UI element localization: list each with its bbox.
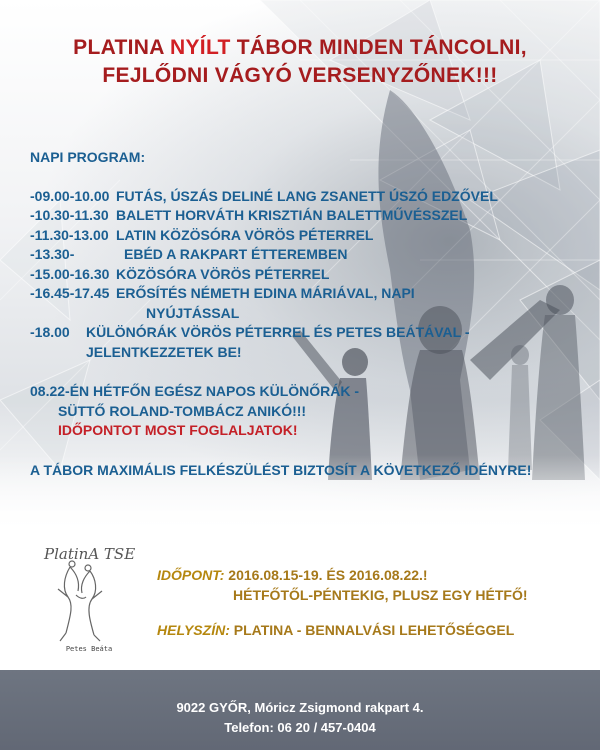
- info-section: [0, 535, 600, 670]
- event-info: [157, 565, 587, 640]
- program-heading: NAPI PROGRAM:: [30, 149, 146, 165]
- location-line: [157, 620, 587, 640]
- schedule-time: -16.45-17.45: [30, 285, 110, 301]
- dancer-couple-icon: [40, 537, 136, 647]
- schedule-activity: ERŐSÍTÉS NÉMETH EDINA MÁRIÁVAL, NAPI: [116, 285, 415, 301]
- schedule-activity: BALETT HORVÁTH KRISZTIÁN BALETTMŰVÉSSZEL: [116, 207, 468, 223]
- schedule-row: [30, 284, 550, 323]
- schedule-time: -18.00: [30, 324, 70, 340]
- schedule-activity: FUTÁS, ÚSZÁS DELINÉ LANG ZSANETT ÚSZÓ EDZŐVEL: [116, 187, 498, 204]
- special-line-2: SÜTTŐ ROLAND-TOMBÁCZ ANIKÓ!!!: [58, 402, 307, 419]
- schedule-activity: LATIN KÖZÖSÓRA VÖRÖS PÉTERREL: [116, 226, 374, 243]
- schedule-row: [30, 323, 550, 343]
- schedule-activity-continued: JELENTKEZZETEK BE!: [86, 343, 242, 360]
- headline-accent: NYÍLT: [170, 36, 231, 59]
- phone: Telefon: 06 20 / 457-0404: [224, 720, 376, 735]
- headline: [0, 34, 600, 90]
- schedule-activity-wrap: [116, 284, 550, 323]
- schedule-time: -10.30-11.30: [30, 207, 109, 223]
- schedule-row: [30, 206, 550, 226]
- date-line: [157, 565, 587, 605]
- logo-brand: PlatinA TSE: [44, 545, 136, 563]
- schedule-activity-continued: NYÚJTÁSSAL: [146, 304, 240, 321]
- schedule-activity: KÖZÖSÓRA VÖRÖS PÉTERREL: [116, 265, 330, 282]
- schedule-row: [30, 265, 550, 285]
- contact-info: [0, 698, 600, 738]
- schedule-row: [30, 187, 550, 207]
- platina-tse-logo: [40, 537, 136, 665]
- schedule-row: [30, 226, 550, 246]
- location-value: PLATINA - BENNALVÁSI LEHETŐSÉGGEL: [229, 622, 515, 638]
- schedule-activity: KÜLÖNÓRÁK VÖRÖS PÉTERREL ÉS PETES BEÁTÁVAL -: [86, 324, 470, 340]
- schedule-time: -13.30-: [30, 246, 75, 262]
- schedule-time: -11.30-13.00: [30, 226, 109, 243]
- headline-line-1: [0, 34, 600, 62]
- footer: [0, 670, 600, 750]
- date-value-2: HÉTFŐTŐL-PÉNTEKIG, PLUSZ EGY HÉTFŐ!: [233, 587, 528, 603]
- schedule-time: -09.00-10.00: [30, 187, 110, 204]
- closing-text: A TÁBOR MAXIMÁLIS FELKÉSZÜLÉST BIZTOSÍT A KÖVETKEZŐ IDÉNYRE!: [30, 461, 532, 478]
- daily-program: [30, 148, 550, 480]
- schedule-activity-wrap: [86, 323, 550, 343]
- date-label: IDŐPONT:: [157, 567, 225, 583]
- schedule-activity: EBÉD A RAKPART ÉTTEREMBEN: [124, 246, 348, 262]
- special-line-3: IDŐPONTOT MOST FOGLALJATOK!: [58, 422, 298, 438]
- schedule-row: [30, 245, 550, 265]
- headline-line-2: FEJLŐDNI VÁGYÓ VERSENYZŐNEK!!!: [102, 64, 498, 87]
- headline-part-2: TÁBOR MINDEN TÁNCOLNI,: [230, 36, 527, 59]
- location-label: HELYSZÍN:: [157, 622, 230, 638]
- date-value: 2016.08.15-19. ÉS 2016.08.22.!: [224, 567, 428, 583]
- schedule-time: -15.00-16.30: [30, 265, 110, 282]
- headline-part-1: PLATINA: [73, 36, 171, 59]
- address: 9022 GYŐR, Móricz Zsigmond rakpart 4.: [176, 700, 424, 715]
- special-line-1: 08.22-ÉN HÉTFŐN EGÉSZ NAPOS KÜLÖNŐRÁK -: [30, 383, 360, 399]
- special-announcement: [30, 382, 550, 441]
- logo-caption: Petes Beáta: [65, 645, 113, 653]
